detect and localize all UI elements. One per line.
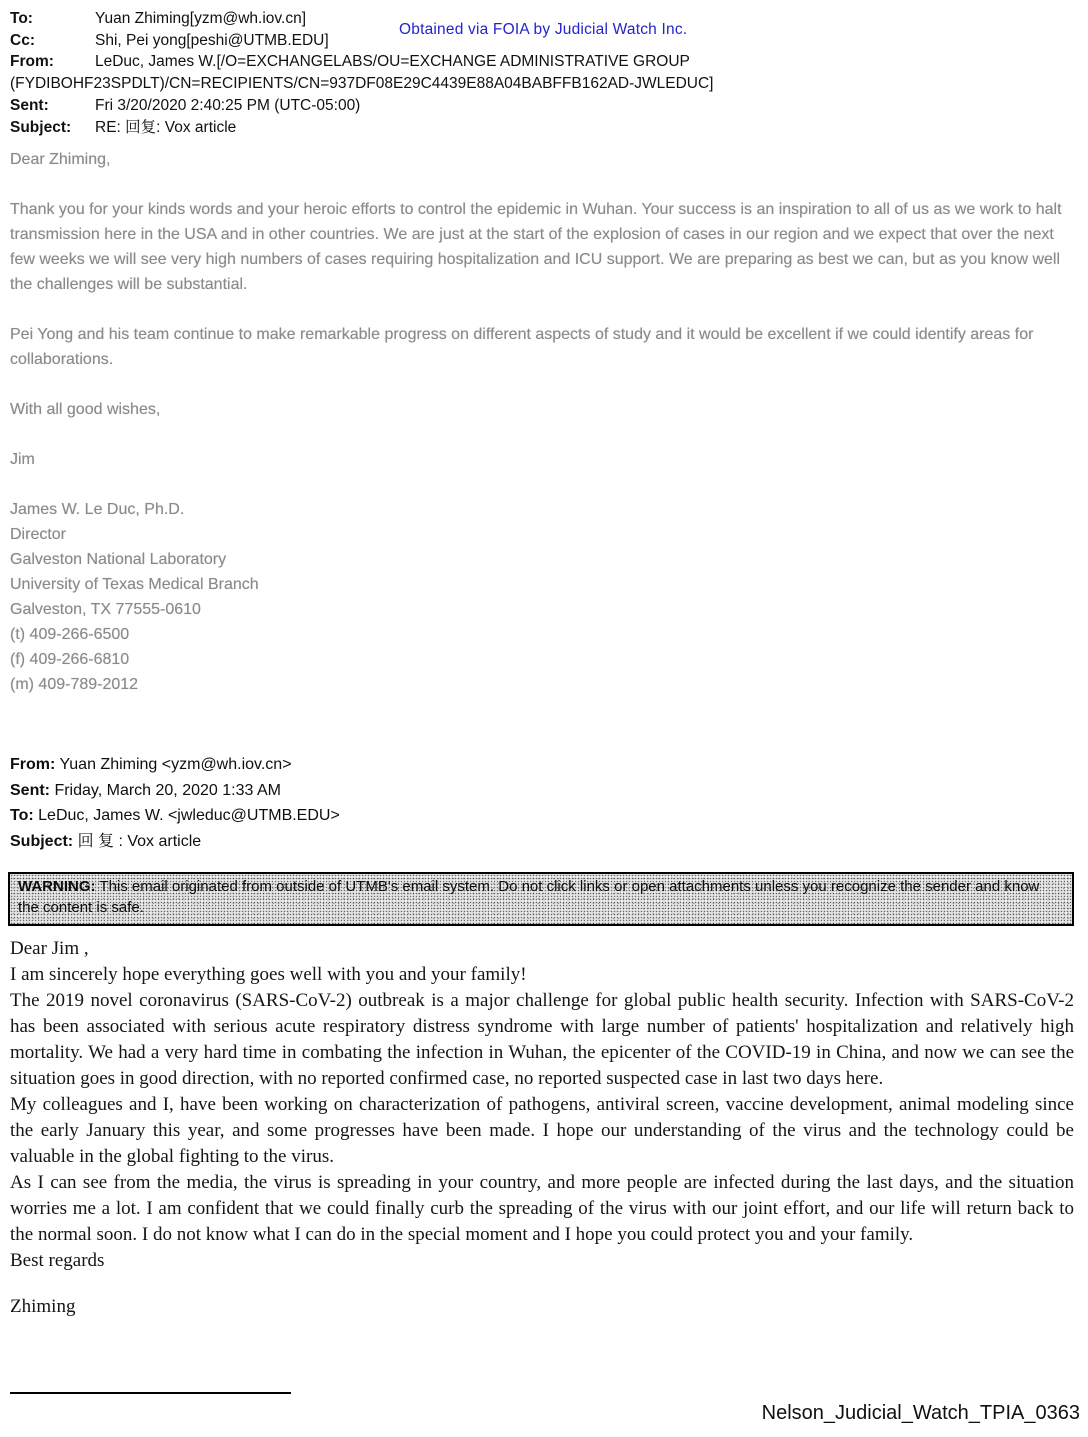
original-greeting: Dear Jim , [10,938,89,959]
original-email-body [10,936,1074,1320]
quoted-label-from: From: [10,756,56,773]
field-value-from-continuation: (FYDIBOHF23SPDLT)/CN=RECIPIENTS/CN=937DF08E29C4439E88A04BABFFB162AD-JWLEDUC] [10,75,714,93]
external-email-warning-banner [8,872,1074,926]
reply-paragraph-1: Thank you for your kinds words and your heroic efforts to control the epidemic in Wuhan. Your success is an inspiration to all of us as we work to halt transmission here in the USA and in other countries. We are just at the start of the explosion of cases in our region and we expect that over the next few weeks we will see very high numbers of cases requiring hospitalization and ICU support. We are preparing as best we can, but as you know well the challenges will be substantial. [10,201,1062,293]
field-label-subject: Subject: [10,118,72,136]
field-label-sent: Sent: [10,96,49,114]
signature-divider-line [10,1392,291,1394]
quoted-label-to: To: [10,807,34,824]
original-opening-line: I am sincerely hope everything goes well with you and your family! [10,964,527,985]
blank-line [10,1274,1074,1294]
field-label-cc: Cc: [10,31,35,49]
reply-closing: With all good wishes, [10,401,161,418]
quoted-field-subject [10,829,1070,855]
quoted-label-subject: Subject: [10,832,74,850]
field-label-to: To: [10,10,33,27]
field-value-sent: Fri 3/20/2020 2:40:25 PM (UTC-05:00) [95,96,361,114]
signature-line-name: James W. Le Duc, Ph.D. [10,501,185,518]
quoted-field-sent [10,778,1070,804]
field-label-from: From: [10,53,54,71]
quoted-value-sent: Friday, March 20, 2020 1:33 AM [54,781,281,799]
quoted-label-sent: Sent: [10,781,50,799]
bates-number: Nelson_Judicial_Watch_TPIA_0363 [761,1402,1080,1424]
original-paragraph-2: My colleagues and I, have been working on characterization of pathogens, antiviral screen, vaccine development, animal modeling since the early January this year, and some progresses have been made. I hope our understanding of the virus and the technology could be valuable in the global fighting to the virus. [10,1094,1074,1167]
signature-line-fax: (f) 409-266-6810 [10,651,130,668]
header-field-subject [10,117,1078,139]
field-value-from: LeDuc, James W.[/O=EXCHANGELABS/OU=EXCHANGE ADMINISTRATIVE GROUP [95,53,690,71]
field-value-to: Yuan Zhiming[yzm@wh.iov.cn] [95,10,306,27]
signature-line-title: Director [10,526,67,543]
reply-signoff: Jim [10,451,35,468]
warning-label: WARNING: [18,878,96,895]
warning-text: This email originated from outside of UTMB's email system. Do not click links or open attachments unless you recognize the sender and know the content is safe. [18,878,1040,916]
signature-line-university: University of Texas Medical Branch [10,576,259,593]
field-value-cc: Shi, Pei yong[peshi@UTMB.EDU] [95,31,329,49]
header-field-from [10,51,1078,73]
signature-line-lab: Galveston National Laboratory [10,551,227,568]
quoted-value-to: LeDuc, James W. <jwleduc@UTMB.EDU> [38,807,340,824]
reply-email-body [10,147,1068,697]
header-field-sent [10,95,1078,117]
quoted-field-from [10,752,1070,778]
original-paragraph-3: As I can see from the media, the virus is spreading in your country, and more people are infected during the last days, and the situation worries me a lot. I am confident that we could finally curb the spreading of the virus with our joint effort, and our life will return back to the normal soon. I do not know what I can do in the special moment and I hope you could protect you and your family. [10,1172,1074,1245]
reply-paragraph-2: Pei Yong and his team continue to make remarkable progress on different aspects of study and it would be excellent if we could identify areas for collaborations. [10,326,1034,368]
original-closing: Best regards [10,1250,105,1271]
field-value-subject: RE: 回复: Vox article [95,118,237,136]
signature-line-phone: (t) 409-266-6500 [10,626,130,643]
reply-greeting: Dear Zhiming, [10,151,111,168]
signature-block [10,497,1068,697]
quoted-value-from: Yuan Zhiming <yzm@wh.iov.cn> [59,756,292,773]
signature-line-address: Galveston, TX 77555-0610 [10,601,201,618]
foia-stamp: Obtained via FOIA by Judicial Watch Inc. [399,21,688,38]
original-signoff: Zhiming [10,1296,76,1317]
quoted-email-header [10,752,1070,854]
quoted-field-to [10,803,1070,829]
original-paragraph-1: The 2019 novel coronavirus (SARS-CoV-2) outbreak is a major challenge for global public health security. Infection with SARS-CoV-2 has been associated with serious acute respiratory distress syndrome with large number of patients' hospitalization and relatively high mortality. We had a very hard time in combating the infection in Wuhan, the epicenter of the COVID-19 in China, and now we can see the situation goes in good direction, with no reported confirmed case, no reported suspected case in last two days here. [10,990,1074,1089]
quoted-value-subject: 回 复 : Vox article [77,832,202,850]
signature-line-mobile: (m) 409-789-2012 [10,676,139,693]
